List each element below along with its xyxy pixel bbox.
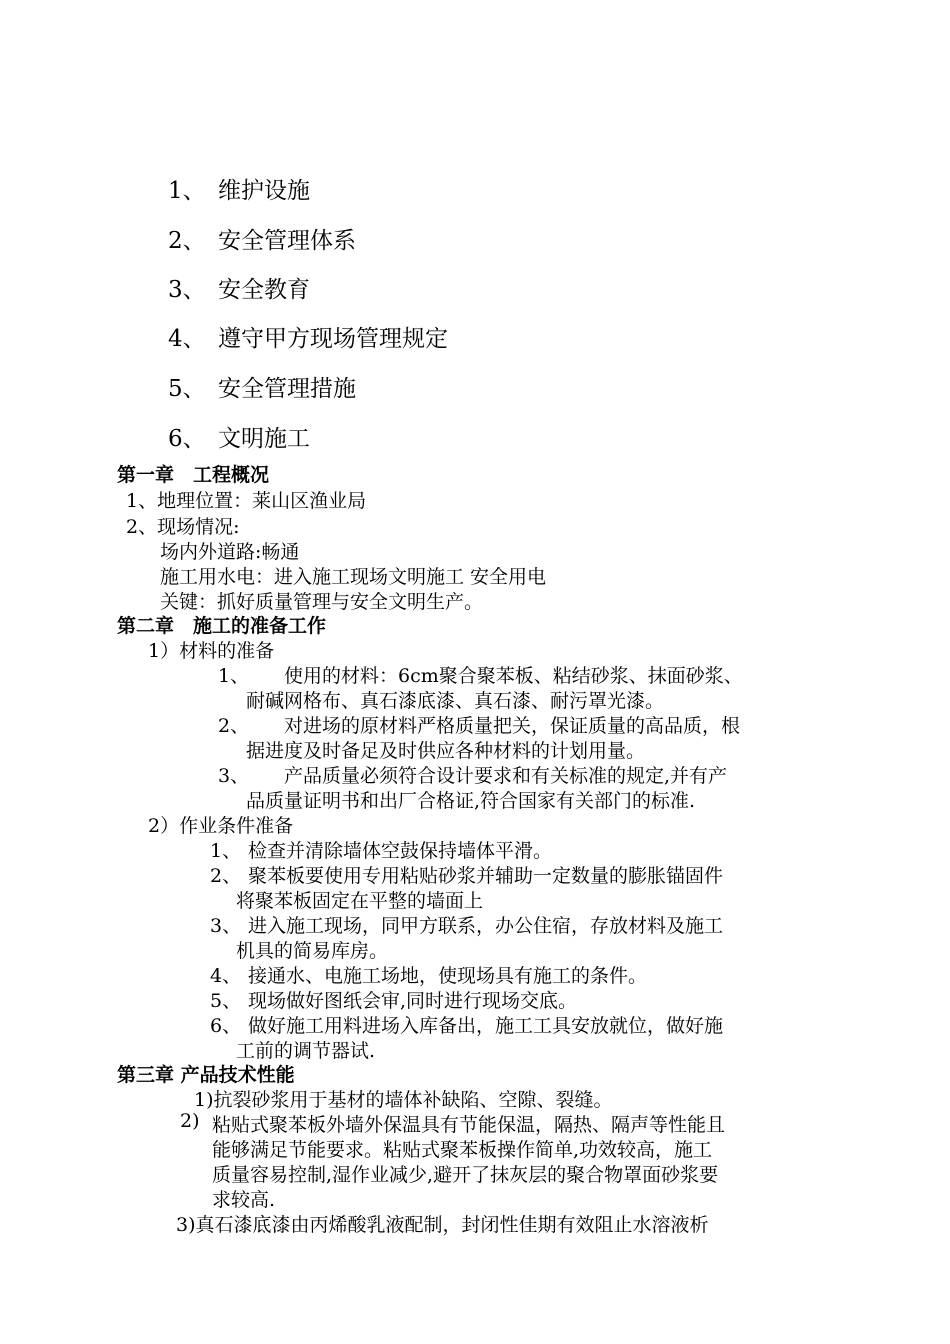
chapter-1-title: 第一章 工程概况 bbox=[117, 464, 270, 486]
list-item-text: 将聚苯板固定在平整的墙面上 bbox=[236, 890, 484, 912]
list-item-text: 聚苯板要使用专用粘贴砂浆并辅助一定数量的膨胀锚固件 bbox=[248, 865, 724, 887]
list-item-text: 接通水、电施工场地，使现场具有施工的条件。 bbox=[248, 965, 648, 987]
list-number: 1、 bbox=[218, 665, 250, 687]
toc-number: 2、 bbox=[168, 228, 206, 254]
toc-text: 文明施工 bbox=[218, 426, 310, 452]
toc-text: 维护设施 bbox=[218, 178, 310, 204]
list-number: 3、 bbox=[210, 915, 242, 937]
list-number: 2、 bbox=[210, 865, 242, 887]
toc-number: 5、 bbox=[168, 376, 206, 402]
list-item-text: 求较高. bbox=[212, 1189, 276, 1211]
list-item-text: 工前的调节器试. bbox=[236, 1040, 376, 1062]
ch1-key: 关键：抓好质量管理与安全文明生产。 bbox=[160, 591, 484, 613]
list-item-text: 检查并清除墙体空鼓保持墙体平滑。 bbox=[248, 840, 553, 862]
list-item-text: 品质量证明书和出厂合格证,符合国家有关部门的标准. bbox=[246, 790, 696, 812]
toc-text: 安全教育 bbox=[218, 277, 310, 303]
list-item-text: 现场做好图纸会审,同时进行现场交底。 bbox=[248, 990, 578, 1012]
ch3-item: 3)真石漆底漆由丙烯酸乳液配制，封闭性佳期有效阻止水溶液析 bbox=[176, 1214, 709, 1236]
list-number: 4、 bbox=[210, 965, 242, 987]
list-item-text: 产品质量必须符合设计要求和有关标准的规定,并有产 bbox=[284, 765, 728, 787]
list-item-text: 机具的简易库房。 bbox=[236, 940, 389, 962]
list-number: 5、 bbox=[210, 990, 242, 1012]
ch1-site-status: 2、现场情况: bbox=[126, 516, 240, 538]
list-item-text: 据进度及时备足及时供应各种材料的计划用量。 bbox=[246, 740, 646, 762]
list-item-text: 耐碱网格布、真石漆底漆、真石漆、耐污罩光漆。 bbox=[246, 690, 665, 712]
list-number: 1、 bbox=[210, 840, 242, 862]
toc-text: 遵守甲方现场管理规定 bbox=[218, 326, 448, 352]
ch1-location: 1、地理位置：莱山区渔业局 bbox=[126, 490, 367, 512]
list-item-text: 对进场的原材料严格质量把关，保证质量的高品质，根 bbox=[284, 715, 741, 737]
list-item-text: 使用的材料：6cm聚合聚苯板、粘结砂浆、抹面砂浆、 bbox=[284, 665, 743, 687]
list-number: 6、 bbox=[210, 1015, 242, 1037]
list-number: 2、 bbox=[218, 715, 250, 737]
toc-number: 1、 bbox=[168, 178, 206, 204]
list-number: 2) bbox=[180, 1110, 200, 1132]
list-item-text: 质量容易控制,湿作业减少,避开了抹灰层的聚合物罩面砂浆要 bbox=[212, 1164, 719, 1186]
toc-list bbox=[168, 0, 768, 460]
ch1-roads: 场内外道路:畅通 bbox=[160, 541, 300, 563]
chapter-3-title: 第三章 产品技术性能 bbox=[117, 1064, 295, 1086]
list-item-text: 做好施工用料进场入库备出，施工工具安放就位，做好施 bbox=[248, 1015, 724, 1037]
toc-text: 安全管理措施 bbox=[218, 376, 356, 402]
list-item-text: 粘贴式聚苯板外墙外保温具有节能保温，隔热、隔声等性能且 bbox=[212, 1114, 726, 1136]
list-item-text: 进入施工现场，同甲方联系，办公住宿，存放材料及施工 bbox=[248, 915, 724, 937]
list-number: 3、 bbox=[218, 765, 250, 787]
toc-number: 3、 bbox=[168, 277, 206, 303]
chapter-2-title: 第二章 施工的准备工作 bbox=[117, 615, 327, 637]
ch1-utilities: 施工用水电：进入施工现场文明施工 安全用电 bbox=[160, 566, 547, 588]
ch2-section-materials: 1）材料的准备 bbox=[148, 640, 275, 662]
list-item-text: 能够满足节能要求。粘贴式聚苯板操作简单,功效较高，施工 bbox=[212, 1139, 713, 1161]
toc-text: 安全管理体系 bbox=[218, 228, 356, 254]
toc-number: 4、 bbox=[168, 326, 206, 352]
ch2-section-conditions: 2）作业条件准备 bbox=[148, 815, 294, 837]
toc-number: 6、 bbox=[168, 426, 206, 452]
ch3-item: 1)抗裂砂浆用于基材的墙体补缺陷、空隙、裂缝。 bbox=[194, 1089, 613, 1111]
